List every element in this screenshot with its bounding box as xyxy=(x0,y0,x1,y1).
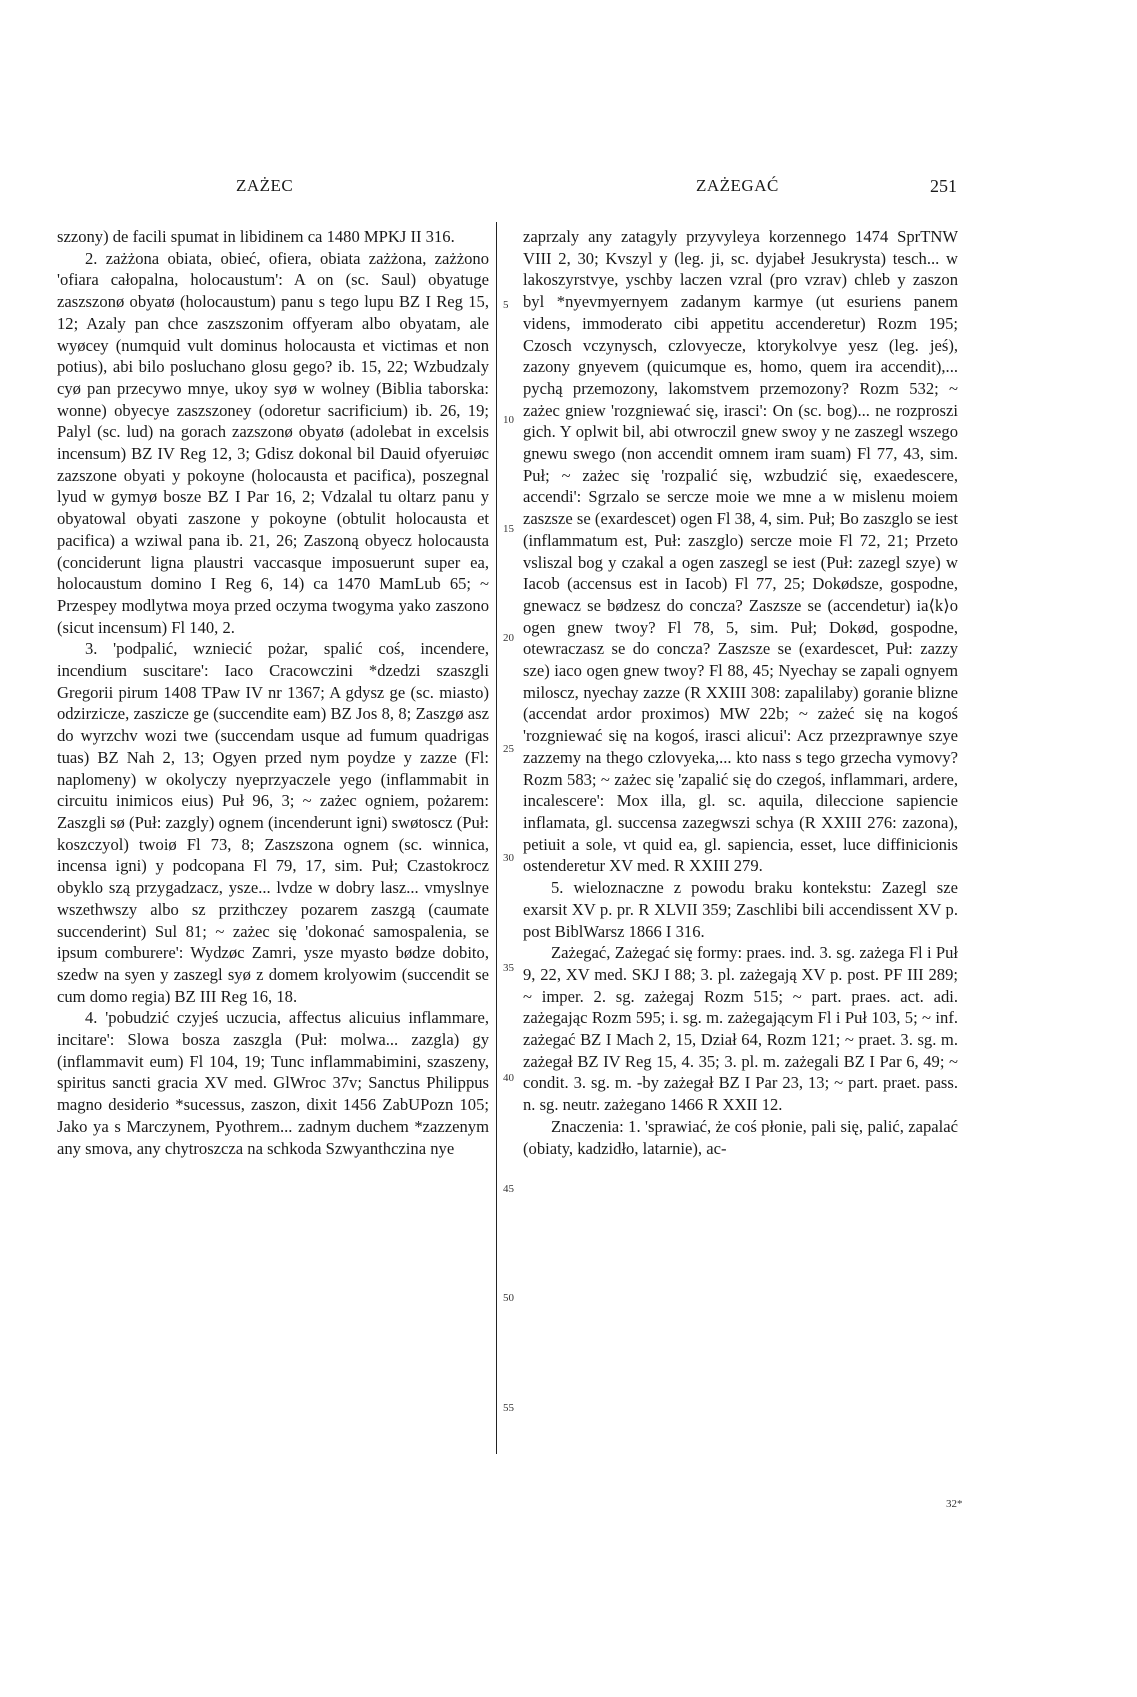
line-number: 25 xyxy=(503,743,514,755)
left-column xyxy=(57,226,489,1159)
line-number: 45 xyxy=(503,1183,514,1195)
line-number: 50 xyxy=(503,1292,514,1304)
entry-paragraph: zaprzaly any zatagyly przyvyleya korzennego 1474 SprTNW VIII 2, 30; Kvszyl y (leg. ji, sc. dyjabeł Jesukrysta) tesch... w lakoszyrstvye, yschby laczen vzral (pro vzrav) chleb y zaszon byl *nyevmyernyem zadanym karmye (ut esuriens panem videns, immoderato cibi appetitu accenderetur) Rozm 195; Czosch vczynysch, czlovyecze, ktorykolvye yesz (leg. jeś), zazony gnyevem (quicumque es, homo, quem ira accendit),... pychą przemozony, lakomstvem przemozony? Rozm 532; ~ zażec gniew 'rozgniewać się, irasci': On (sc. bog)... ne rozproszi gich. Y oplwit bil, abi otwroczil gnew swoy y ne zaszegl wszego gnewu swego (non accendit omnem iram suam) Fl 77, 43, sim. Puł; ~ zażec się 'rozpalić się, wzbudzić się, exaedescere, accendi': Sgrzalo se sercze moie we mne a w mislenu moiem zaszsze se (exardescet) ogen Fl 38, 4, sim. Puł; Bo zaszglo se iest (inflammatum est, Puł: zaszglo) sercze moie Fl 72, 21; Przeto vsliszal bog y czakal a ogen zaszegl se iest (Puł: zazegl szye) w Iacob (accensus est in Iacob) Fl 77, 25; Dokødsze, gospodne, gnewacz se bødzesz do concza? Zaszsze se (accendetur) ia⟨k⟩o ogen gnew twoy? Fl 78, 5, sim. Puł; Dokød, gospodne, otewraczasz se do concza? Zaszsze se (exardescet, Puł: zazzy sze) iaco ogen gnew twoy? Fl 88, 45; Nyechay se zapali ognyem miloscz, nyechay zazze (R XXIII 308: zapalilaby) goranie blizne (accendat ardor proximos) MW 22b; ~ zażeć się na kogoś 'rozgniewać się na kogoś, irasci alicui': Acz przezprawnye szye zazzemy na thego czlovyeka,... kto nass s tego grzecha vymovy? Rozm 583; ~ zażec się 'zapalić się do czegoś, inflammari, ardere, incalescere': Mox illa, gl. sc. aquila, dileccione sapiencie inflamata, gl. succensa zazegwszi schya (R XXIII 276: zazona), petiuit a sole, vt quid ea, gl. sapiencia, esset, luce diffinicionis ostenderetur XV med. R XXIII 279. xyxy=(523,227,958,876)
line-number: 15 xyxy=(503,523,514,535)
line-number: 30 xyxy=(503,852,514,864)
signature-mark: 32* xyxy=(946,1498,963,1510)
entry-paragraph: 4. 'pobudzić czyjeś uczucia, affectus alicuius inflammare, incitare': Slowa bosza zaszgla (Puł: molwa... zazgla) gy (inflammavit eum) Fl 104, 19; Tunc inflammabimini, szaszeny, spiritus sancti gracia XV med. GlWroc 37v; Sanctus Philippus magno desiderio *sucessus, zaszon, dixit 1456 ZabUPozn 105; Jako ya s Marczynem, Pyothrem... zadnym duchem *zazzenym any smova, any chytroszcza na schkoda Szwyanthczina nye xyxy=(57,1008,489,1158)
entry-paragraph: Zażegać, Zażegać się formy: praes. ind. 3. sg. zażega Fl i Puł 9, 22, XV med. SKJ I 88; 3. pl. zażegają XV p. post. PF III 289; ~ imper. 2. sg. zażegaj Rozm 515; ~ part. praes. act. adi. zażegając Rozm 595; i. sg. m. zażegającym Fl i Puł 103, 5; ~ inf. zażegać BZ I Mach 2, 15, Dział 64, Rozm 121; ~ praet. 3. sg. m. zażegał BZ IV Reg 15, 4. 35; 3. pl. m. zażegali BZ I Par 6, 49; ~ condit. 3. sg. m. -by zażegał BZ I Par 23, 13; ~ part. praet. pass. n. sg. neutr. zażegano 1466 R XXII 12. xyxy=(523,943,958,1115)
entry-paragraph: 5. wieloznaczne z powodu braku kontekstu: Zazegl sze exarsit XV p. pr. R XLVII 359; Zaschlibi bili accendissent XV p. post BiblWarsz 1866 I 316. xyxy=(523,878,958,941)
left-running-headword: ZAŻEC xyxy=(236,176,294,195)
column-divider xyxy=(496,222,497,1454)
right-running-headword: ZAŻEGAĆ xyxy=(696,176,779,195)
right-column xyxy=(523,226,958,1159)
line-number: 55 xyxy=(503,1402,514,1414)
entry-paragraph: 3. 'podpalić, wzniecić pożar, spalić coś, incendere, incendium suscitare': Iaco Cracowczini *dzedzi szaszgli Gregorii pirum 1408 TPaw IV nr 1367; A gdysz ge (sc. miasto) odzirzicze, zaszicze ge (succendite eam) BZ Jos 8, 8; Zaszgø asz do wyrzchv wozi twe (succendam usque ad fumum quadrigas tuas) BZ Nah 2, 13; Ogyen przed nym poydze y zazze (Fl: naplomeny) w okolyczy nyeprzyaczele yego (inflammabit in circuitu inimicos eius) Puł 96, 3; ~ zażec ogniem, pożarem: Zaszgli sø (Puł: zazgly) ognem (incenderunt igni) swøtoscz (Puł: koszczyol) twoiø Fl 73, 8; Zaszszona ognem (sc. winnica, incensa igni) y podcopana Fl 79, 17, sim. Puł; Czastokrocz obyklo szą przygadzacz, ysze... lvdze w dobry lasz... vmyslnye wszethwszy albo sz przithczey pozarem zaszgą (caumate succenderint) Sul 81; ~ zażec się 'dokonać samospalenia, se ipsum comburere': Wydzøc Zamri, ysze myasto bødze dobito, szedw na syen y zaszegl syø z domem krolyowim (succendit se cum domo regia) BZ III Reg 16, 18. xyxy=(57,639,489,1006)
page-number: 251 xyxy=(930,176,957,196)
line-number: 40 xyxy=(503,1072,514,1084)
entry-paragraph: szzony) de facili spumat in libidinem ca 1480 MPKJ II 316. xyxy=(57,227,455,246)
line-number: 10 xyxy=(503,414,514,426)
line-number: 35 xyxy=(503,962,514,974)
line-number: 20 xyxy=(503,632,514,644)
line-number: 5 xyxy=(503,299,509,311)
entry-paragraph: 2. zażżona obiata, obieć, ofiera, obiata zażżona, zażżono 'ofiara całopalna, holocaustum': A on (sc. Saul) obyatuge zaszszonø obyatø (holocaustum) panu s tego lupu BZ I Reg 15, 12; Azaly pan chce zaszszonim offyeram albo obyatam, ale wyøcey (numquid vult dominus holocausta et victimas et non potius), abi bilo posluchano glosu gego? ib. 15, 22; Wzbudzaly cyø pan przecywo mnye, ukoy syø w wolney (Biblia taborska: wonne) obyecye zaszszoney (odoretur sacrificium) ib. 26, 19; Palyl (sc. lud) na gorach zazszonø obyatø (adolebat in excelsis incensum) BZ IV Reg 12, 3; Gdisz dokonal bil Dauid ofyeruiøc zazszone obyati y pokoyne (holocausta et pacifica), poszegnal lyud w gymyø bosze BZ I Par 16, 2; Vdzalal tu oltarz panu y obyatowal obyati zaszone y pokoyne (obtulit holocausta et pacifica) a wziwal pana ib. 21, 26; Zaszoną obyecz holocausta (conciderunt ligna plaustri vaccasque imposuerunt super ea, holocaustum domino I Reg 6, 14) ca 1470 MamLub 65; ~ Przespey modlytwa moya przed oczyma twogyma yako zaszono (sicut incensum) Fl 140, 2. xyxy=(57,248,489,637)
entry-paragraph: Znaczenia: 1. 'sprawiać, że coś płonie, pali się, palić, zapalać (obiaty, kadzidło, latarnie), ac- xyxy=(523,1116,958,1158)
